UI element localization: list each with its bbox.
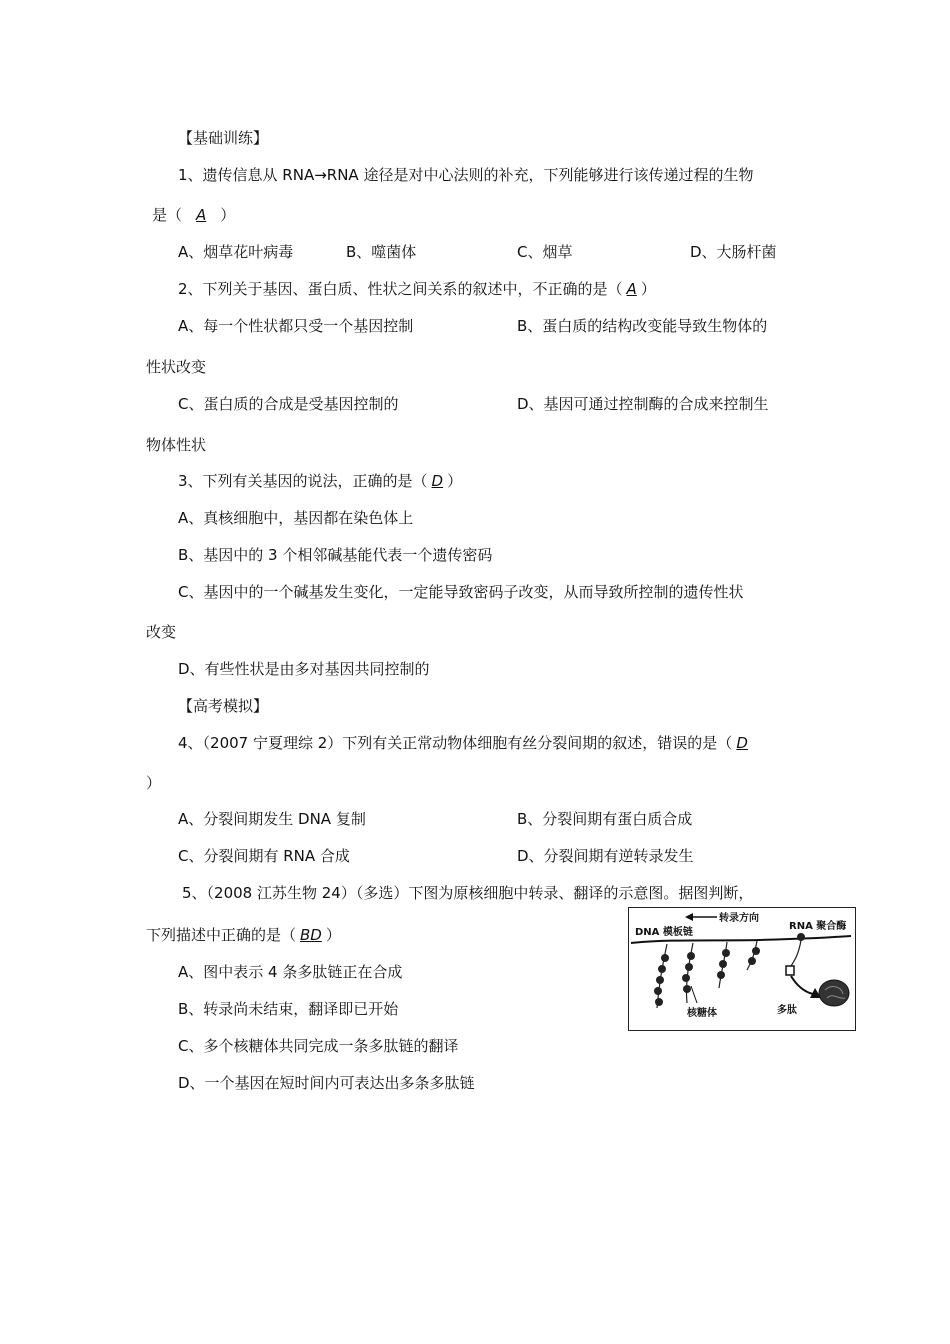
q2-answer: A [626,280,637,298]
label-dna-template: DNA 模板链 [635,927,693,938]
q2-stem-post: ） [640,280,656,298]
q5-stem-pre: 下列描述中正确的是（ [146,926,297,944]
zoom-arrow [791,976,813,994]
section-title-exam: 【高考模拟】 [178,697,269,715]
q1-stem-line2 [152,205,235,225]
q4-answer: D [736,734,748,752]
q1-stem-line1: 1、遗传信息从 RNA→RNA 途径是对中心法则的补充，下列能够进行该传递过程的生物 [178,166,754,184]
figure-drawing [629,908,854,1029]
ribosome [717,971,725,979]
q3-option-c-line2: 改变 [146,623,177,641]
ribosome-highlight [786,966,794,975]
ribosome [661,954,669,962]
ribosome [687,952,695,960]
label-ribosome: 核糖体 [687,1008,717,1019]
q2-option-c: C、蛋白质的合成是受基因控制的 [178,395,399,413]
q5-option-b: B、转录尚未结束，翻译即已开始 [178,1000,399,1018]
ribosome [656,976,664,984]
q4-stem-line2: ） [146,774,162,792]
q5-option-a: A、图中表示 4 条多肽链正在合成 [178,963,403,981]
ribosome [752,947,760,955]
ribosome [658,965,666,973]
ribosome [654,987,662,995]
q5-stem-post: ） [325,926,341,944]
q1-option-c: C、烟草 [517,243,573,261]
ribosome [655,998,663,1006]
mrna-short [791,940,801,966]
q5-option-d: D、一个基因在短时间内可表达出多条多肽链 [178,1074,475,1092]
q2-option-a: A、每一个性状都只受一个基因控制 [178,317,414,335]
q1-stem-post: ） [220,206,236,224]
q5-stem-line1: 5、（2008 江苏生物 24）（多选）下图为原核细胞中转录、翻译的示意图。据图判断， [182,884,754,902]
q2-stem [178,279,656,299]
q1-option-d: D、大肠杆菌 [690,243,777,261]
ribosome-group [654,947,760,1006]
ribosome [682,974,690,982]
ribosome-pointer [691,986,697,1003]
q1-option-b: B、噬菌体 [346,243,417,261]
transcription-translation-figure [628,907,856,1031]
ribosome [685,963,693,971]
q2-option-d-line1: D、基因可通过控制酶的合成来控制生 [517,395,769,413]
q3-stem-pre: 3、下列有关基因的说法，正确的是（ [178,472,428,490]
mrna-4 [747,941,757,970]
q5-answer: BD [300,926,322,944]
label-direction: 转录方向 [719,913,759,924]
mrna-2 [686,943,693,1003]
q3-option-a: A、真核细胞中，基因都在染色体上 [178,509,414,527]
q2-option-d-line2: 物体性状 [146,436,207,454]
q3-answer: D [431,472,444,490]
label-peptide: 多肽 [777,1005,797,1016]
q3-option-c-line1: C、基因中的一个碱基发生变化，一定能导致密码子改变，从而导致所控制的遗传性状 [178,583,744,601]
q3-stem [178,471,462,491]
label-rna-polymerase: RNA 聚合酶 [789,921,847,932]
ribosome [719,960,727,968]
q5-stem-line2 [146,925,341,945]
ribosome [683,985,691,993]
section-title-basic: 【基础训练】 [178,129,269,147]
polypeptide-blob [819,980,849,1006]
q4-stem-pre: 4、（2007 宁夏理综 2）下列有关正常动物体细胞有丝分裂间期的叙述，错误的是（ [178,734,733,752]
q4-option-c: C、分裂间期有 RNA 合成 [178,847,350,865]
rna-polymerase [797,933,805,941]
q3-option-b: B、基因中的 3 个相邻碱基能代表一个遗传密码 [178,546,493,564]
direction-arrowhead [685,913,693,921]
ribosome [722,949,730,957]
q4-stem [178,733,752,753]
q3-option-d: D、有些性状是由多对基因共同控制的 [178,660,430,678]
q2-option-b-line2: 性状改变 [146,358,207,376]
q1-option-a: A、烟草花叶病毒 [178,243,294,261]
q2-option-b-line1: B、蛋白质的结构改变能导致生物体的 [517,317,768,335]
ribosome [748,957,756,965]
q2-stem-pre: 2、下列关于基因、蛋白质、性状之间关系的叙述中，不正确的是（ [178,280,623,298]
q4-option-d: D、分裂间期有逆转录发生 [517,847,694,865]
q4-option-a: A、分裂间期发生 DNA 复制 [178,810,366,828]
q4-option-b: B、分裂间期有蛋白质合成 [517,810,693,828]
q5-option-c: C、多个核糖体共同完成一条多肽链的翻译 [178,1037,459,1055]
q3-stem-post: ） [447,472,463,490]
q1-stem-pre: 是（ [152,206,183,224]
q1-answer: A [196,206,207,224]
